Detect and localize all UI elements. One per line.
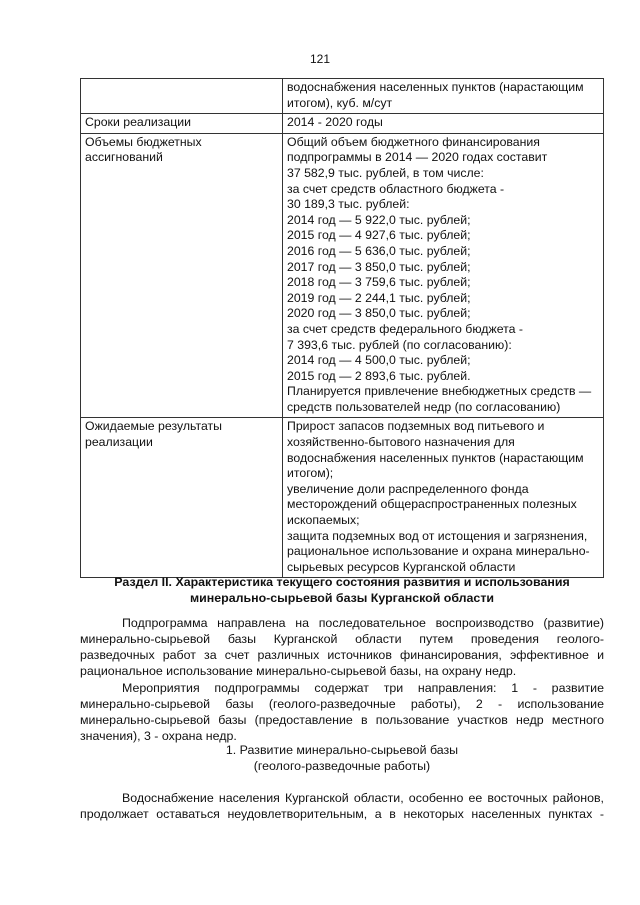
text-line: водоснабжения населенных пунктов (нарастающим	[287, 450, 584, 465]
text-line: Ожидаемые результаты	[85, 419, 223, 434]
table-cell-water-supply	[283, 79, 604, 114]
subsection-heading-line: 1. Развитие минерально-сырьевой базы	[225, 743, 459, 757]
text-line: месторождений общераспространенных полезных	[287, 497, 577, 512]
text-line: за счет средств областного бюджета -	[287, 181, 505, 196]
text-line: 2014 год — 5 922,0 тыс. рублей;	[287, 212, 471, 227]
text-line: ископаемых;	[287, 513, 360, 528]
text-line: подпрограммы в 2014 — 2020 годах составит	[287, 150, 548, 165]
text-line: 2016 год — 5 636,0 тыс. рублей;	[287, 243, 471, 258]
table-cell-label-period: Сроки реализации	[81, 114, 283, 134]
text-line: 2017 год — 3 850,0 тыс. рублей;	[287, 259, 471, 274]
text-line: хозяйственно-бытового назначения для	[287, 435, 515, 450]
subsection-heading-line: (геолого-разведочные работы)	[253, 759, 431, 773]
text-line: защита подземных вод от истощения и загрязнения,	[287, 528, 588, 543]
text-line: 37 582,9 тыс. рублей, в том числе:	[287, 165, 484, 180]
table-cell-label-budget	[81, 133, 283, 418]
table-cell-label-empty	[81, 79, 283, 114]
paragraph-line: Водоснабжение населения Курганской области, особенно ее восточных районов,	[122, 791, 604, 805]
paragraph-line: Мероприятия подпрограммы содержат три направления: 1 - развитие	[122, 681, 604, 695]
text-line: реализации	[85, 435, 153, 450]
text-line: за счет средств федерального бюджета -	[287, 321, 523, 336]
text-line: итогом), куб. м/сут	[287, 95, 393, 110]
text-line: Планируется привлечение внебюджетных средств —	[287, 384, 592, 399]
text-line: 7 393,6 тыс. рублей (по согласованию):	[287, 337, 512, 352]
paragraph-line: минерально-сырьевой базы Курганской области путем проведения геолого-	[80, 632, 604, 646]
table-row-results	[81, 418, 604, 578]
text-line: Прирост запасов подземных вод питьевого и	[287, 419, 545, 434]
text-line: 2014 год — 4 500,0 тыс. рублей;	[287, 353, 471, 368]
subprogram-passport-table	[80, 78, 604, 578]
text-line: Общий объем бюджетного финансирования	[287, 134, 540, 149]
text-line: итогом);	[287, 466, 334, 481]
text-line: рациональное использование и охрана минерально-	[287, 544, 590, 559]
text-line: водоснабжения населенных пунктов (нарастающим	[287, 80, 584, 94]
section-title-line: минерально-сырьевой базы Курганской области	[190, 591, 494, 605]
table-row-period	[81, 114, 604, 134]
subsection-heading	[80, 742, 604, 774]
paragraph-line: значения), 3 - охрана недр.	[80, 729, 237, 743]
paragraph-water-supply	[80, 790, 604, 822]
text-line: 2014 - 2020 годы	[287, 115, 383, 130]
paragraph-line: минерально-сырьевой базы (геолого-разведочные работы), 2 - использование	[80, 697, 604, 711]
text-line: Объемы бюджетных	[85, 134, 202, 149]
section-title	[80, 574, 604, 606]
section-title-line: Раздел II. Характеристика текущего состояния развития и использования	[114, 575, 570, 589]
paragraph-line: Подпрограмма направлена на последовательное воспроизводство (развитие)	[122, 616, 604, 630]
table-cell-label-results	[81, 418, 283, 578]
text-line: увеличение доли распределенного фонда	[287, 481, 529, 496]
paragraph-directions	[80, 680, 604, 744]
text-line: ассигнований	[85, 150, 163, 165]
paragraph-line: рациональное использование минерально-сырьевой базы, на охрану недр.	[80, 664, 517, 678]
table-cell-results	[283, 418, 604, 578]
text-line: сырьевых ресурсов Курганской области	[287, 559, 516, 574]
table-row-water-supply	[81, 79, 604, 114]
table-cell-period	[283, 114, 604, 134]
text-line: средств пользователей недр (по согласованию)	[287, 399, 561, 414]
text-line: 2020 год — 3 850,0 тыс. рублей;	[287, 306, 471, 321]
text-line: 2018 год — 3 759,6 тыс. рублей;	[287, 275, 471, 290]
text-line: 2015 год — 4 927,6 тыс. рублей;	[287, 228, 471, 243]
text-line: 30 189,3 тыс. рублей:	[287, 197, 410, 212]
paragraph-line: разведочных работ за счет различных источников финансирования, эффективное и	[80, 648, 604, 662]
paragraph-purpose	[80, 615, 604, 679]
table-cell-budget	[283, 133, 604, 418]
page-number: 121	[309, 52, 331, 66]
paragraph-line: продолжает оставаться неудовлетворительным, а в некоторых населенных пунктах -	[80, 807, 604, 821]
table-row-budget	[81, 133, 604, 418]
text-line: 2019 год — 2 244,1 тыс. рублей;	[287, 290, 471, 305]
paragraph-line: минерально-сырьевой базы (предоставление в пользование участков недр местного	[80, 713, 604, 727]
text-line: 2015 год — 2 893,6 тыс. рублей.	[287, 368, 471, 383]
